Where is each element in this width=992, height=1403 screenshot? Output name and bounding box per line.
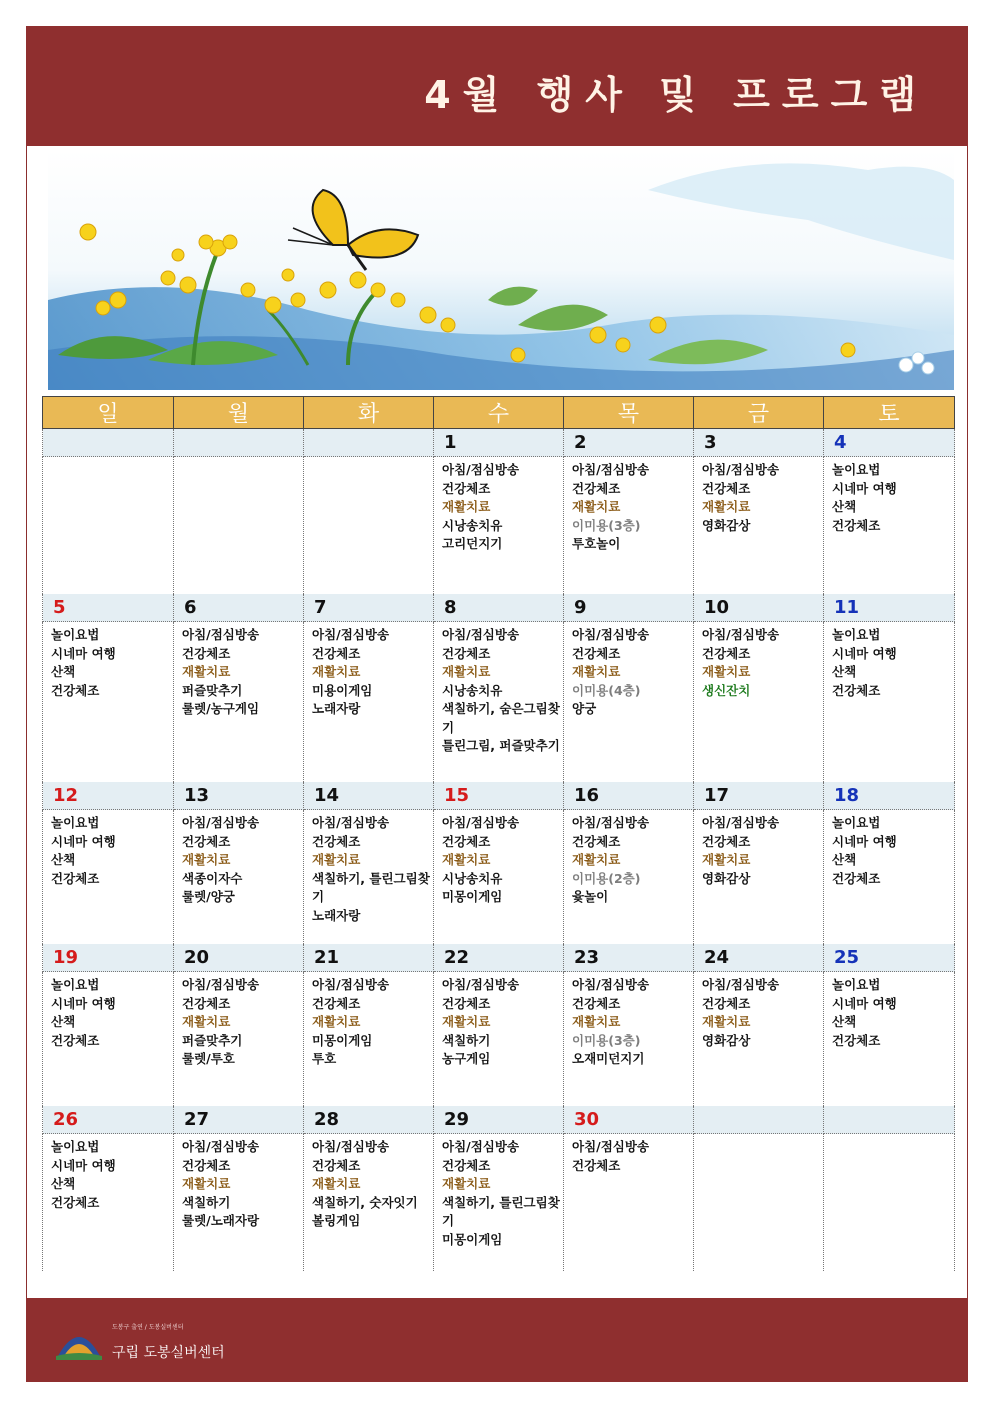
date-cell [824,782,955,810]
event-item: 재활치료 [182,664,231,679]
date-cell [174,782,304,810]
date-cell [824,1106,955,1134]
event-cell [43,810,174,945]
event-item: 시네마 여행 [51,1157,116,1173]
event-cell [564,457,694,595]
event-cell [824,810,955,945]
event-item: 퍼즐맞추기 [182,1032,243,1048]
event-item: 아침/점심방송 [442,815,520,830]
event-item: 재활치료 [442,852,491,867]
event-item: 건강체조 [51,870,100,886]
date-cell [174,944,304,972]
event-row [43,622,955,783]
event-item: 건강체조 [442,1157,491,1173]
event-item: 아침/점심방송 [442,1139,520,1154]
event-item: 아침/점심방송 [182,977,260,992]
event-cell [174,457,304,595]
event-item: 건강체조 [572,645,621,661]
date-cell [564,782,694,810]
date-cell [43,594,174,622]
date-cell [174,1106,304,1134]
event-cell [564,1134,694,1272]
event-item: 노래자랑 [312,701,361,716]
event-item: 아침/점심방송 [702,977,780,992]
date-cell [824,944,955,972]
event-item: 아침/점심방송 [182,1139,260,1154]
day-number: 23 [574,947,600,968]
event-cell [174,972,304,1107]
event-item: 투호놀이 [572,536,621,551]
event-item: 아침/점심방송 [312,627,390,642]
date-cell [564,1106,694,1134]
event-item: 재활치료 [312,1014,361,1029]
event-item: 아침/점심방송 [702,627,780,642]
event-item: 산책 [832,1014,857,1029]
event-item: 재활치료 [312,1176,361,1191]
day-number: 13 [184,785,210,806]
event-cell [694,810,824,945]
event-item: 시네마 여행 [51,995,116,1011]
event-item: 아침/점심방송 [572,627,650,642]
day-number: 26 [53,1109,79,1130]
date-cell [694,594,824,622]
event-item: 건강체조 [572,1157,621,1173]
day-number: 22 [444,947,470,968]
day-number: 2 [574,432,587,453]
event-item: 색칠하기, 숫자잇기 [312,1194,418,1210]
event-item: 건강체조 [182,645,231,661]
event-item: 시네마 여행 [832,995,897,1011]
event-item: 재활치료 [182,852,231,867]
event-item: 재활치료 [702,664,751,679]
event-item: 색종이자수 [182,870,243,886]
event-cell [43,972,174,1107]
event-item: 산책 [51,664,76,679]
event-item: 재활치료 [572,1014,621,1029]
header-band [26,26,968,146]
event-item: 시네마 여행 [832,833,897,849]
event-item: 건강체조 [702,480,751,496]
event-item: 건강체조 [832,1032,881,1048]
monthly-calendar [42,396,955,1271]
day-number: 18 [834,785,860,806]
day-number: 14 [314,785,340,806]
event-item: 건강체조 [832,682,881,698]
event-item: 미용이게임 [312,682,373,698]
event-cell [434,457,564,595]
event-item: 재활치료 [312,664,361,679]
date-cell [824,594,955,622]
event-item: 볼링게임 [312,1213,361,1228]
event-item: 색칠하기 [442,1032,491,1048]
date-cell [434,1106,564,1134]
date-cell [43,1106,174,1134]
event-item: 재활치료 [702,1014,751,1029]
event-item: 건강체조 [442,480,491,496]
event-item: 아침/점심방송 [572,462,650,477]
date-cell [43,944,174,972]
event-item: 미몽이게임 [312,1032,373,1048]
date-row [43,944,955,972]
event-cell [304,1134,434,1272]
event-item: 산책 [832,852,857,867]
event-cell [434,622,564,783]
butterfly-flower-illustration [48,150,954,390]
event-item: 건강체조 [312,833,361,849]
center-subtitle: 도봉구 출연 / 도봉실버센터 [112,1324,184,1331]
event-cell [824,457,955,595]
event-cell [434,1134,564,1272]
event-item: 농구게임 [442,1051,491,1066]
event-item: 영화감상 [702,517,751,533]
event-item: 건강체조 [51,1194,100,1210]
date-cell [564,429,694,457]
event-item: 건강체조 [442,995,491,1011]
date-row [43,594,955,622]
event-item: 건강체조 [182,833,231,849]
date-cell [304,1106,434,1134]
date-row [43,429,955,457]
event-item: 룰렛/농구게임 [182,701,260,716]
day-number: 19 [53,947,79,968]
day-number: 4 [834,432,847,453]
date-cell [694,1106,824,1134]
event-item: 놀이요법 [832,815,881,830]
event-cell [434,810,564,945]
event-cell [564,622,694,783]
event-item: 놀이요법 [832,977,881,992]
event-item: 시네마 여행 [51,645,116,661]
event-item: 건강체조 [832,870,881,886]
date-cell [694,782,824,810]
day-number: 11 [834,597,860,618]
date-cell [304,594,434,622]
date-cell [174,594,304,622]
event-row [43,1134,955,1272]
event-cell [43,457,174,595]
event-item: 산책 [51,1014,76,1029]
date-cell [434,782,564,810]
event-item: 건강체조 [182,1157,231,1173]
day-number: 20 [184,947,210,968]
event-item: 재활치료 [702,852,751,867]
day-number: 15 [444,785,470,806]
date-cell [304,944,434,972]
event-item: 투호 [312,1051,337,1066]
weekday-mon: 월 [174,397,304,429]
event-item: 아침/점심방송 [442,977,520,992]
event-cell [694,972,824,1107]
event-item: 놀이요법 [51,1139,100,1154]
event-item: 산책 [832,499,857,514]
event-item: 재활치료 [442,499,491,514]
event-item: 재활치료 [312,852,361,867]
event-item: 건강체조 [702,645,751,661]
day-number: 9 [574,597,587,618]
event-item: 색칠하기, 틀린그림찾기 [312,870,430,904]
day-number: 21 [314,947,340,968]
event-item: 재활치료 [572,852,621,867]
event-item: 시낭송치유 [442,517,503,533]
event-item: 아침/점심방송 [572,1139,650,1154]
event-cell [174,622,304,783]
event-item: 색칠하기, 틀린그림찾기 [442,1194,560,1228]
center-logo [56,1320,296,1364]
day-number: 28 [314,1109,340,1130]
event-cell [694,1134,824,1272]
event-item: 아침/점심방송 [572,977,650,992]
event-item: 놀이요법 [832,627,881,642]
event-item: 아침/점심방송 [442,462,520,477]
event-item: 영화감상 [702,1032,751,1048]
event-item: 재활치료 [702,499,751,514]
event-item: 미몽이게임 [442,1231,503,1247]
event-item: 산책 [832,664,857,679]
mountain-logo-icon [56,1322,102,1362]
day-number: 10 [704,597,730,618]
event-item: 재활치료 [182,1176,231,1191]
event-item: 아침/점심방송 [182,815,260,830]
day-number: 30 [574,1109,600,1130]
event-cell [43,622,174,783]
event-row [43,810,955,945]
event-item: 시네마 여행 [51,833,116,849]
event-item: 산책 [51,852,76,867]
event-item: 아침/점심방송 [312,1139,390,1154]
weekday-thu: 목 [564,397,694,429]
date-cell [564,944,694,972]
page-title: 4월 행사 및 프로그램 [424,73,928,117]
event-item: 놀이요법 [51,627,100,642]
date-cell [434,594,564,622]
day-number: 5 [53,597,66,618]
event-item: 아침/점심방송 [442,627,520,642]
date-row [43,782,955,810]
event-cell [694,622,824,783]
event-item: 건강체조 [182,995,231,1011]
event-item: 놀이요법 [832,462,881,477]
event-item: 시네마 여행 [832,645,897,661]
day-number: 12 [53,785,79,806]
event-item: 룰렛/투호 [182,1051,235,1066]
event-item: 재활치료 [442,1014,491,1029]
event-item: 건강체조 [572,995,621,1011]
day-number: 29 [444,1109,470,1130]
event-item: 재활치료 [182,1014,231,1029]
event-item: 놀이요법 [51,815,100,830]
event-cell [174,1134,304,1272]
event-cell [174,810,304,945]
event-item: 룰렛/노래자랑 [182,1213,260,1228]
event-item: 아침/점심방송 [182,627,260,642]
event-row [43,972,955,1107]
event-cell [304,972,434,1107]
event-item: 건강체조 [312,645,361,661]
day-number: 25 [834,947,860,968]
event-item: 이미용(4층) [572,682,641,698]
event-item: 이미용(3층) [572,1032,641,1048]
event-item: 아침/점심방송 [312,977,390,992]
weekday-wed: 수 [434,397,564,429]
date-cell [304,429,434,457]
event-item: 시네마 여행 [832,480,897,496]
event-item: 산책 [51,1176,76,1191]
day-number: 8 [444,597,457,618]
event-item: 건강체조 [572,480,621,496]
spring-banner-illustration [48,150,954,390]
event-item: 건강체조 [312,1157,361,1173]
event-item: 건강체조 [572,833,621,849]
event-item: 색칠하기 [182,1194,231,1210]
weekday-fri: 금 [694,397,824,429]
weekday-sat: 토 [824,397,955,429]
day-number: 3 [704,432,717,453]
event-item: 미몽이게임 [442,889,503,904]
event-item: 퍼즐맞추기 [182,682,243,698]
event-item: 이미용(3층) [572,517,641,533]
event-row [43,457,955,595]
calendar-body [43,429,955,1272]
date-cell [43,429,174,457]
event-item: 아침/점심방송 [572,815,650,830]
event-item: 고리던지기 [442,536,503,551]
event-cell [304,810,434,945]
event-item: 시낭송치유 [442,682,503,698]
date-cell [174,429,304,457]
event-item: 건강체조 [51,1032,100,1048]
event-item: 건강체조 [442,645,491,661]
event-item: 놀이요법 [51,977,100,992]
event-item: 이미용(2층) [572,870,641,886]
event-item: 재활치료 [572,664,621,679]
event-cell [564,972,694,1107]
event-item: 영화감상 [702,870,751,886]
date-cell [694,429,824,457]
event-item: 재활치료 [442,1176,491,1191]
event-cell [564,810,694,945]
center-name: 구립 도봉실버센터 [112,1345,225,1361]
event-cell [304,457,434,595]
date-cell [434,944,564,972]
date-cell [434,429,564,457]
date-cell [824,429,955,457]
event-item: 건강체조 [832,517,881,533]
event-item: 틀린그림, 퍼즐맞추기 [442,738,560,753]
event-item: 건강체조 [442,833,491,849]
date-cell [564,594,694,622]
event-item: 재활치료 [442,664,491,679]
event-cell [824,1134,955,1272]
event-item: 아침/점심방송 [312,815,390,830]
event-item: 재활치료 [572,499,621,514]
event-item: 시낭송치유 [442,870,503,886]
event-item: 건강체조 [312,995,361,1011]
day-number: 17 [704,785,730,806]
event-cell [824,972,955,1107]
event-item: 윷놀이 [572,889,609,904]
event-item: 양궁 [572,701,597,716]
day-number: 27 [184,1109,210,1130]
day-number: 24 [704,947,730,968]
event-cell [824,622,955,783]
event-item: 노래자랑 [312,907,361,923]
event-item: 색칠하기, 숨은그림찾기 [442,701,560,735]
day-number: 16 [574,785,600,806]
event-item: 건강체조 [702,995,751,1011]
event-cell [304,622,434,783]
event-item: 생신잔치 [702,682,751,698]
event-item: 룰렛/양궁 [182,889,235,904]
day-number: 6 [184,597,197,618]
event-item: 아침/점심방송 [702,815,780,830]
event-item: 건강체조 [51,682,100,698]
event-cell [694,457,824,595]
date-cell [694,944,824,972]
date-cell [304,782,434,810]
weekday-sun: 일 [43,397,174,429]
date-cell [43,782,174,810]
event-item: 건강체조 [702,833,751,849]
event-cell [434,972,564,1107]
event-item: 아침/점심방송 [702,462,780,477]
day-number: 7 [314,597,327,618]
day-number: 1 [444,432,457,453]
event-cell [43,1134,174,1272]
date-row [43,1106,955,1134]
weekday-header-row [43,397,955,429]
weekday-tue: 화 [304,397,434,429]
event-item: 오재미던지기 [572,1051,645,1066]
